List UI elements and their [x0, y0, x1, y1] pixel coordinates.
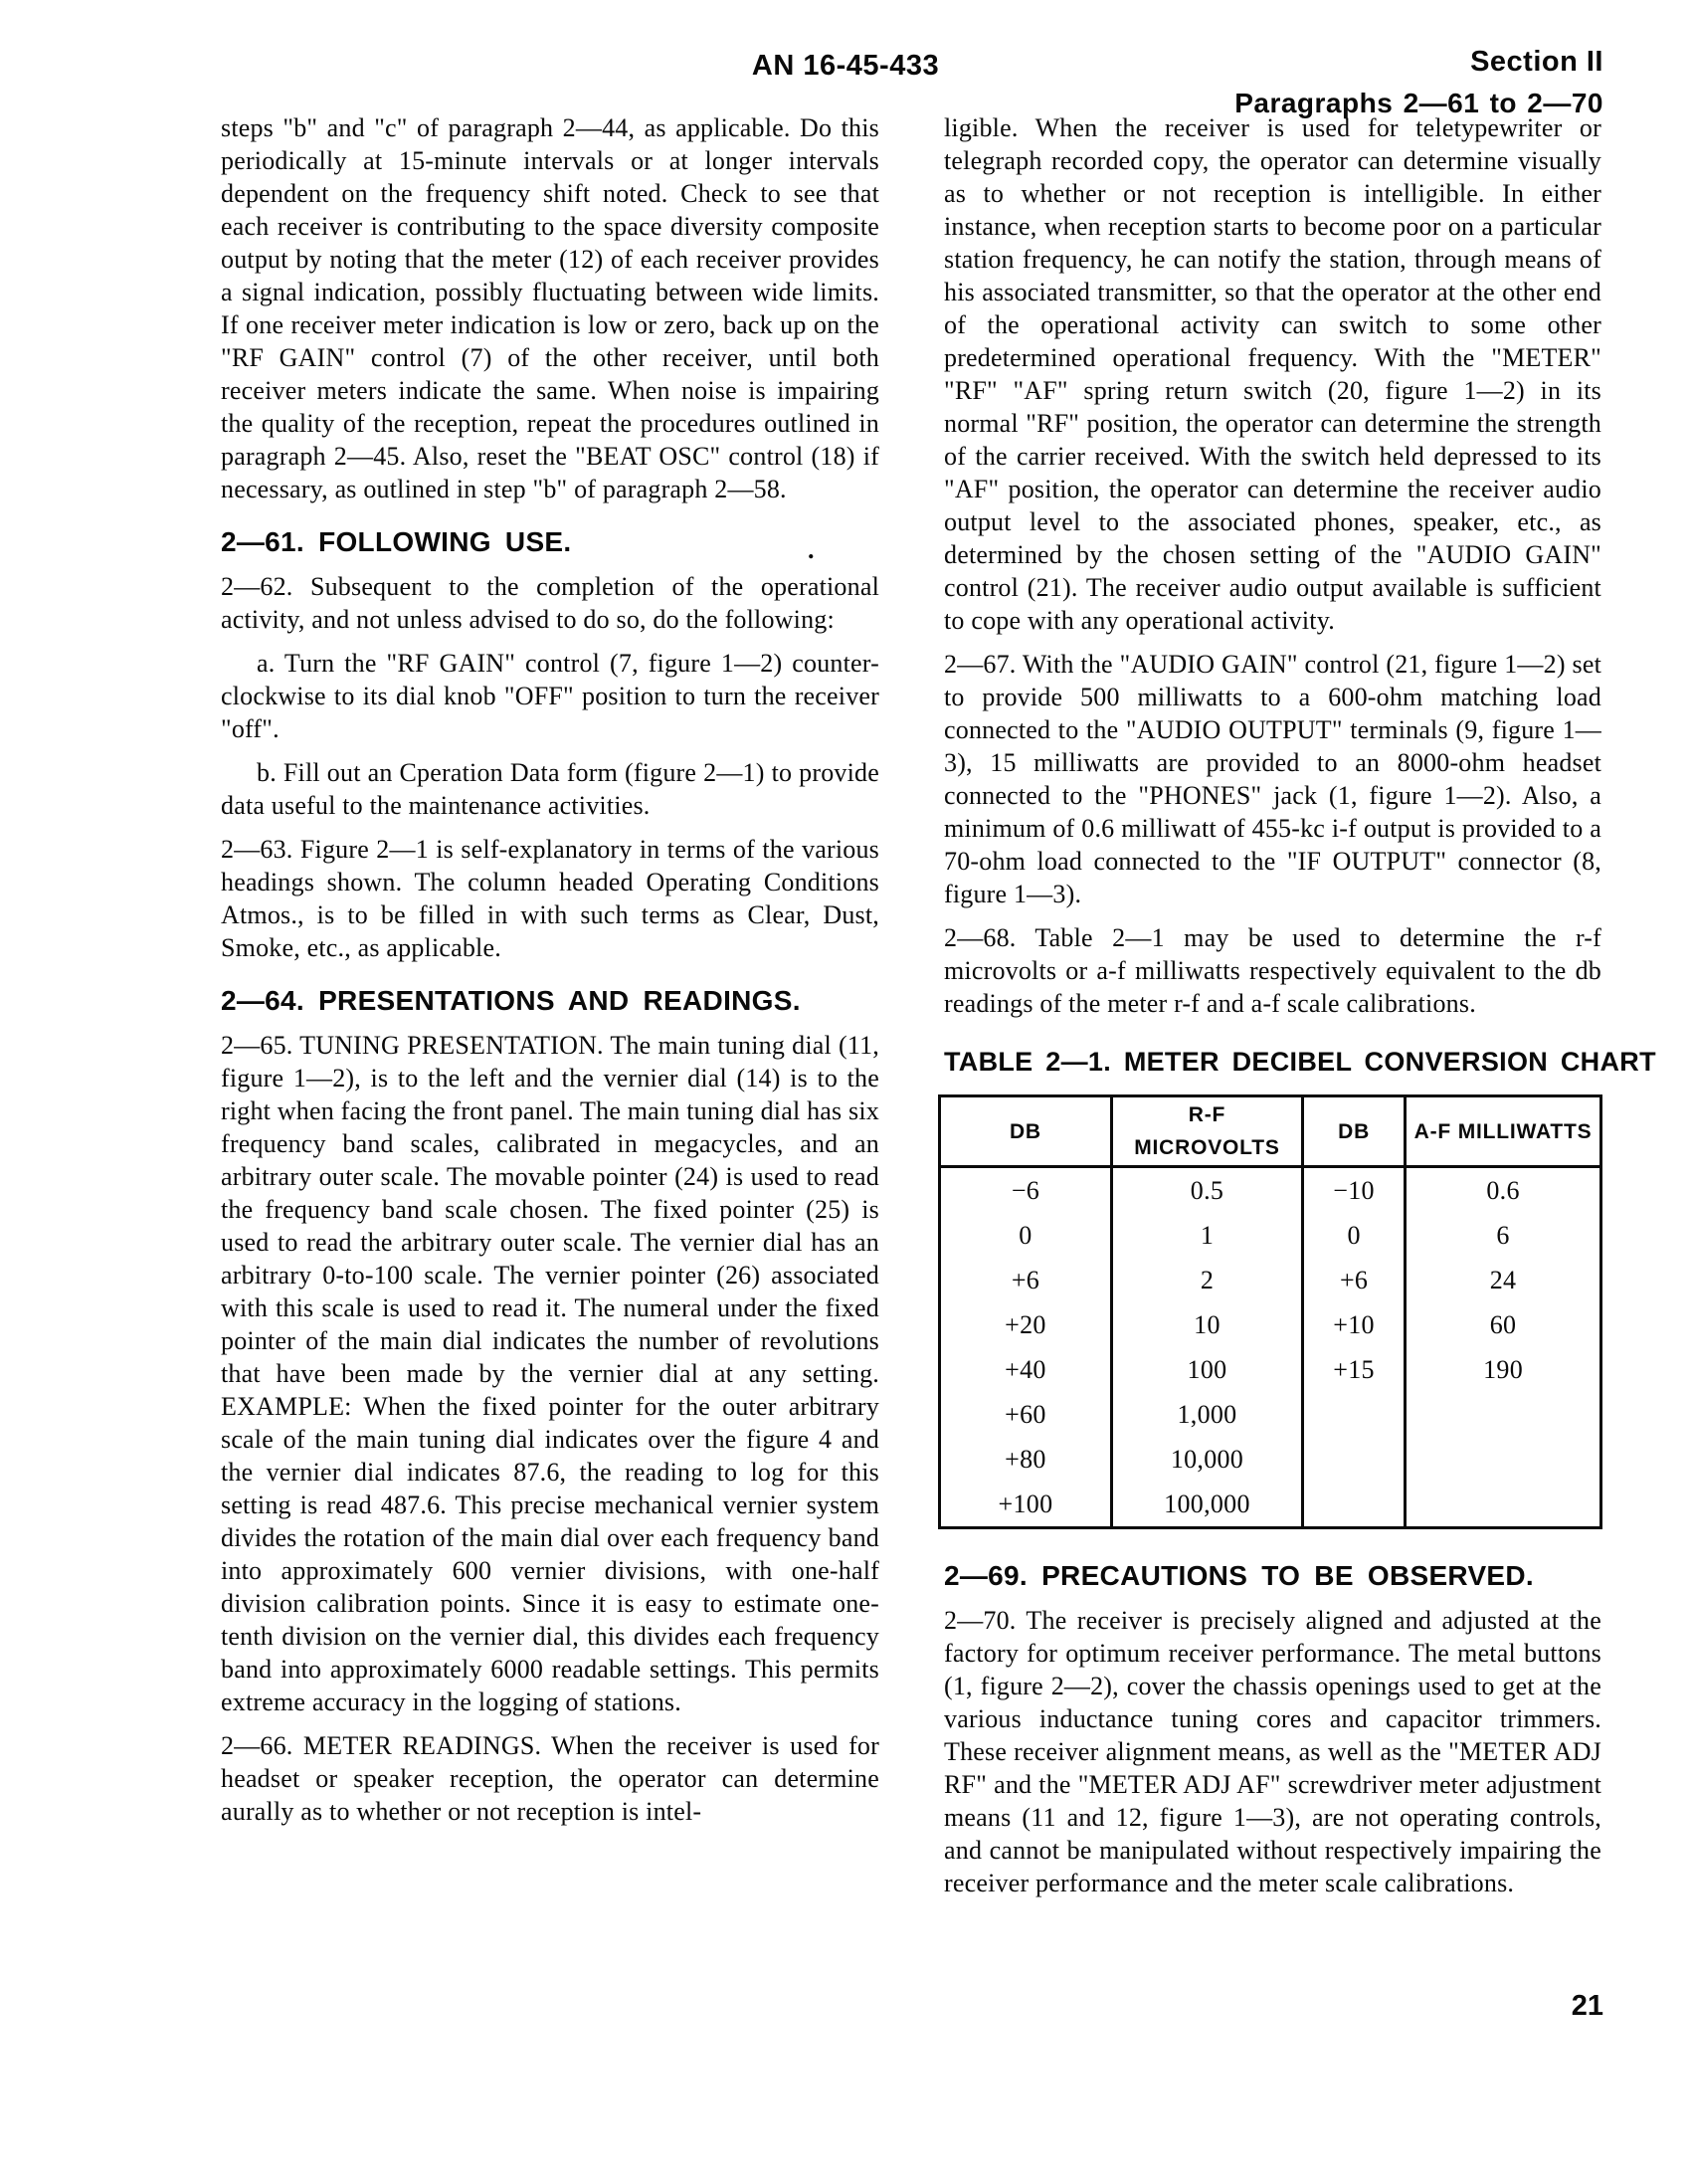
para-2-70: 2—70. The receiver is precisely aligned and adjusted at the factory for optimum receiver performance. The metal buttons (1, figure 2—2), cover the chassis openings used to get at the various inductance tuning cores and capacitor trimmers. These receiver alignment means, as well as the "METER ADJ RF" and the "METER ADJ AF" screwdriver meter adjustment means (11 and 12, figure 1—3), are not operating controls, and cannot be manipulated without respectively impairing the receiver performance and the meter scale calibrations.	[944, 1606, 1601, 1897]
table-cell: +40	[940, 1347, 1112, 1392]
table-cell: 1,000	[1111, 1392, 1302, 1437]
table-cell: 0	[1303, 1213, 1406, 1258]
table-cell: +6	[1303, 1258, 1406, 1302]
table-row	[940, 1347, 1601, 1392]
table-cell: 1	[1111, 1213, 1302, 1258]
table-row	[940, 1302, 1601, 1347]
table-cell: 100	[1111, 1347, 1302, 1392]
heading-2-61: 2—61. FOLLOWING USE.	[221, 526, 572, 557]
table-cell: +6	[940, 1258, 1112, 1302]
table-cell: +100	[940, 1482, 1112, 1528]
table-cell: 190	[1406, 1347, 1601, 1392]
header-section: Section II	[1470, 46, 1603, 78]
table-cell: −6	[940, 1167, 1112, 1214]
header-doc-number: AN 16-45-433	[751, 50, 940, 82]
para-2-62-step-a: a. Turn the "RF GAIN" control (7, figure 1—2) counter-clockwise to its dial knob "OFF" position to turn the receiver "off".	[221, 649, 879, 743]
col-header-db-rf: DB	[940, 1096, 1112, 1167]
table-cell: 0	[940, 1213, 1112, 1258]
table-cell: 100,000	[1111, 1482, 1302, 1528]
table-cell: +15	[1303, 1347, 1406, 1392]
page-number: 21	[1571, 1990, 1603, 2022]
table-cell: 0.5	[1111, 1167, 1302, 1214]
table-cell: 24	[1406, 1258, 1601, 1302]
para-2-68: 2—68. Table 2—1 may be used to determine the r-f microvolts or a-f milliwatts respectively equivalent to the db readings of the meter r-f and a-f scale calibrations.	[944, 923, 1601, 1018]
table-row	[940, 1258, 1601, 1302]
table-row	[940, 1437, 1601, 1482]
table-row	[940, 1213, 1601, 1258]
table-cell: +80	[940, 1437, 1112, 1482]
right-column	[944, 111, 1656, 1910]
table-cell: +20	[940, 1302, 1112, 1347]
table-row	[940, 1392, 1601, 1437]
para-2-65: 2—65. TUNING PRESENTATION. The main tuning dial (11, figure 1—2), is to the left and the vernier dial (14) is to the right when facing the front panel. The main tuning dial has six frequency band scales, calibrated in megacycles, and an arbitrary outer scale. The movable pointer (24) is used to read the frequency band scale chosen. The fixed pointer (25) is used to read the arbitrary outer scale. The vernier dial has an arbitrary 0-to-100 scale. The vernier pointer (26) associated with this scale is used to read it. The numeral under the fixed pointer of the main dial indicates the number of revolutions that have been made by the vernier dial at any setting. EXAMPLE: When the fixed pointer for the outer arbitrary scale of the main tuning dial indicates over the figure 4 and the vernier dial indicates 87.6, the reading to log for this setting is read 487.6. This precise mechanical vernier system divides the rotation of the main dial over each frequency band into approximately 600 vernier divisions, with one-half division calibration points. Since it is easy to estimate one-tenth division on the vernier dial, this divides each frequency band into approximately 6000 readable settings. This permits extreme accuracy in the logging of stations.	[221, 1031, 879, 1716]
table-cell	[1406, 1437, 1601, 1482]
table-header-row	[940, 1096, 1601, 1167]
para-2-67: 2—67. With the "AUDIO GAIN" control (21, figure 1—2) set to provide 500 milliwatts to a 600-ohm matching load connected to the "AUDIO OUTPUT" terminals (9, figure 1—3), 15 milliwatts are provided to an 8000-ohm headset connected to the "PHONES" jack (1, figure 1—2). Also, a minimum of 0.6 milliwatt of 455-kc i-f output is provided to a 70-ohm load connected to the "IF OUTPUT" connector (8, figure 1—3).	[944, 650, 1601, 908]
table-cell: 60	[1406, 1302, 1601, 1347]
left-column	[221, 111, 879, 1839]
table-cell	[1303, 1482, 1406, 1528]
para-2-44-continuation: steps "b" and "c" of paragraph 2—44, as applicable. Do this periodically at 15-minute intervals or at longer intervals dependent on the frequency shift noted. Check to see that each receiver is contributing to the space diversity composite output by noting that the meter (12) of each receiver provides a signal indication, possibly fluctuating between wide limits. If one receiver meter indication is low or zero, back up on the "RF GAIN" control (7) of the other receiver, until both receiver meters indicate the same. When noise is impairing the quality of the reception, repeat the procedures outlined in paragraph 2—45. Also, reset the "BEAT OSC" control (18) if necessary, as outlined in step "b" of paragraph 2—58.	[221, 113, 879, 503]
table-cell: 6	[1406, 1213, 1601, 1258]
table-cell: 0.6	[1406, 1167, 1601, 1214]
para-2-62: 2—62. Subsequent to the completion of the operational activity, and not unless advised to do so, do the following:	[221, 572, 879, 634]
para-2-63: 2—63. Figure 2—1 is self-explanatory in terms of the various headings shown. The column headed Operating Conditions Atmos., is to be filled in with such terms as Clear, Dust, Smoke, etc., as applicable.	[221, 835, 879, 962]
table-cell: +60	[940, 1392, 1112, 1437]
para-2-66: 2—66. METER READINGS. When the receiver is used for headset or speaker reception, the operator can determine aurally as to whether or not reception is intel-	[221, 1731, 879, 1826]
table-cell: +10	[1303, 1302, 1406, 1347]
heading-2-64: 2—64. PRESENTATIONS AND READINGS.	[221, 985, 801, 1016]
table-row	[940, 1167, 1601, 1214]
meter-decibel-conversion-table	[938, 1094, 1602, 1529]
col-header-af-milliwatts: A-F MILLIWATTS	[1406, 1096, 1601, 1167]
table-cell: −10	[1303, 1167, 1406, 1214]
table-2-1-title: TABLE 2—1. METER DECIBEL CONVERSION CHART	[944, 1047, 1656, 1077]
heading-2-69: 2—69. PRECAUTIONS TO BE OBSERVED.	[944, 1560, 1534, 1591]
table-cell: 10	[1111, 1302, 1302, 1347]
para-2-62-step-b: b. Fill out an Cperation Data form (figure 2—1) to provide data useful to the maintenance activities.	[221, 758, 879, 820]
print-artifact-dot: .	[808, 535, 815, 564]
table-cell: 10,000	[1111, 1437, 1302, 1482]
col-header-rf-microvolts: R-F MICROVOLTS	[1111, 1096, 1302, 1167]
table-cell	[1303, 1392, 1406, 1437]
table-cell	[1303, 1437, 1406, 1482]
table-row	[940, 1482, 1601, 1528]
header-paragraph-range: Paragraphs 2—61 to 2—70	[1234, 88, 1603, 118]
table-cell: 2	[1111, 1258, 1302, 1302]
col-header-db-af: DB	[1303, 1096, 1406, 1167]
table-cell	[1406, 1392, 1601, 1437]
table-cell	[1406, 1482, 1601, 1528]
para-2-66-continuation: ligible. When the receiver is used for teletypewriter or telegraph recorded copy, the operator can determine visually as to whether or not reception is intelligible. In either instance, when reception starts to become poor on a particular station frequency, he can notify the station, through means of his associated transmitter, so that the operator at the other end of the operational activity can switch to some other predetermined operational frequency. With the "METER" "RF" "AF" spring return switch (20, figure 1—2) in its normal "RF" position, the operator can determine the strength of the carrier received. With the switch held depressed to its "AF" position, the operator can determine the receiver audio output level to the associated phones, speaker, etc., as determined by the chosen setting of the "AUDIO GAIN" control (21). The receiver audio output available is sufficient to cope with any operational activity.	[944, 113, 1601, 635]
